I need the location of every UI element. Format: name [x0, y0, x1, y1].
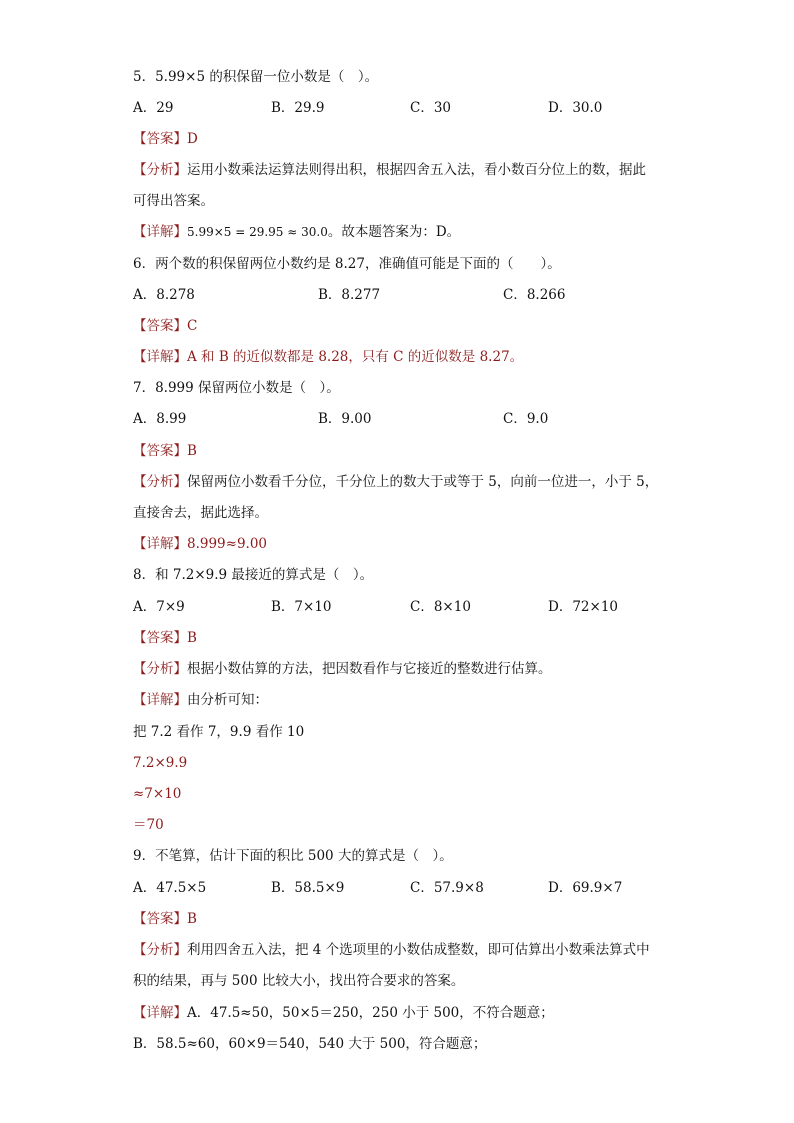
- detail-label: 【详解】: [133, 224, 187, 240]
- q7-analysis-line-1: [133, 473, 658, 491]
- analysis-label: 【分析】: [133, 474, 187, 490]
- q5-answer-value: D: [187, 131, 198, 147]
- q8-detail: [133, 691, 268, 709]
- answer-label: 【答案】: [133, 131, 187, 147]
- answer-label: 【答案】: [133, 318, 187, 334]
- q8-option-a: A．7×9: [133, 599, 185, 615]
- q7-answer-value: B: [187, 443, 197, 459]
- q6-option-b: B．8.277: [318, 287, 381, 303]
- q8-answer: [133, 629, 197, 647]
- q7-detail-text: 8.999≈9.00: [187, 536, 268, 552]
- q6-answer: [133, 317, 197, 335]
- q5-analysis-line-1: [133, 161, 646, 179]
- q9-option-c: C．57.9×8: [410, 880, 484, 896]
- analysis-label: 【分析】: [133, 162, 187, 178]
- q9-options: [133, 879, 753, 897]
- q6-option-a: A．8.278: [133, 287, 195, 303]
- q5-option-b: B．29.9: [271, 100, 325, 116]
- q7-option-a: A．8.99: [133, 411, 187, 427]
- q5-options: [133, 99, 753, 117]
- q9-answer-value: B: [187, 911, 197, 927]
- q8-analysis: [133, 660, 552, 678]
- detail-label: 【详解】: [133, 1005, 187, 1021]
- q7-analysis-line-2: 直接舍去，据此选择。: [133, 505, 268, 521]
- q9-question: 9．不笔算，估计下面的积比 500 大的算式是（ ）。: [133, 848, 453, 864]
- q7-option-b: B．9.00: [318, 411, 372, 427]
- q5-detail-formula: 5.99×5 = 29.95 ≈ 30.0: [187, 225, 328, 239]
- q8-step-1: 把 7.2 看作 7，9.9 看作 10: [133, 724, 305, 740]
- q5-option-c: C．30: [410, 100, 452, 116]
- q9-option-b: B．58.5×9: [271, 880, 345, 896]
- q7-option-c: C．9.0: [503, 411, 549, 427]
- detail-label: 【详解】: [133, 349, 187, 365]
- q5-option-d: D．30.0: [548, 100, 603, 116]
- analysis-label: 【分析】: [133, 942, 187, 958]
- q6-answer-value: C: [187, 318, 198, 334]
- q6-option-c: C．8.266: [503, 287, 566, 303]
- q5-analysis-line-2: 可得出答案。: [133, 193, 214, 209]
- q9-detail-text-1: A．47.5≈50，50×5＝250，250 小于 500，不符合题意；: [187, 1005, 554, 1021]
- q5-option-a: A．29: [133, 100, 174, 116]
- q8-detail-intro: 由分析可知：: [187, 692, 268, 708]
- q9-analysis-line-1: [133, 941, 650, 959]
- q5-question: 5．5.99×5 的积保留一位小数是（ ）。: [133, 69, 379, 85]
- q8-answer-value: B: [187, 630, 197, 646]
- q9-detail-line-1: [133, 1004, 554, 1022]
- answer-label: 【答案】: [133, 911, 187, 927]
- q7-detail: [133, 535, 267, 553]
- q9-option-d: D．69.9×7: [548, 880, 623, 896]
- q5-analysis-text-1: 运用小数乘法运算法则得出积，根据四舍五入法，看小数百分位上的数，据此: [187, 162, 646, 178]
- q8-option-d: D．72×10: [548, 599, 618, 615]
- q7-analysis-text-1: 保留两位小数看千分位，千分位上的数大于或等于 5，向前一位进一，小于 5，: [187, 474, 659, 490]
- q6-detail-text: A 和 B 的近似数都是 8.28，只有 C 的近似数是 8.27。: [187, 349, 524, 365]
- q8-step-3: ≈7×10: [133, 786, 182, 802]
- answer-label: 【答案】: [133, 443, 187, 459]
- q8-option-b: B．7×10: [271, 599, 332, 615]
- q8-step-2: 7.2×9.9: [133, 755, 188, 771]
- q9-analysis-line-2: 积的结果，再与 500 比较大小，找出符合要求的答案。: [133, 973, 465, 989]
- q7-options: [133, 410, 753, 428]
- q6-options: [133, 286, 753, 304]
- q5-answer: [133, 130, 198, 148]
- q8-options: [133, 598, 753, 616]
- q9-answer: [133, 910, 197, 928]
- q7-question: 7．8.999 保留两位小数是（ ）。: [133, 380, 340, 396]
- q5-detail: [133, 223, 460, 241]
- q9-detail-line-2: B．58.5≈60，60×9＝540，540 大于 500，符合题意；: [133, 1036, 487, 1052]
- detail-label: 【详解】: [133, 692, 187, 708]
- q6-detail: [133, 348, 523, 366]
- q8-question: 8．和 7.2×9.9 最接近的算式是（ ）。: [133, 567, 374, 583]
- q8-step-4: ＝70: [133, 817, 164, 833]
- q8-option-c: C．8×10: [410, 599, 471, 615]
- detail-label: 【详解】: [133, 536, 187, 552]
- q7-answer: [133, 442, 197, 460]
- q5-detail-text: 。故本题答案为：D。: [327, 224, 461, 240]
- answer-label: 【答案】: [133, 630, 187, 646]
- q9-analysis-text-1: 利用四舍五入法，把 4 个选项里的小数估成整数，即可估算出小数乘法算式中: [187, 942, 650, 958]
- q8-analysis-text: 根据小数估算的方法，把因数看作与它接近的整数进行估算。: [187, 661, 552, 677]
- q6-question: 6．两个数的积保留两位小数约是 8.27，准确值可能是下面的（ ）。: [133, 256, 561, 272]
- analysis-label: 【分析】: [133, 661, 187, 677]
- q9-option-a: A．47.5×5: [133, 880, 207, 896]
